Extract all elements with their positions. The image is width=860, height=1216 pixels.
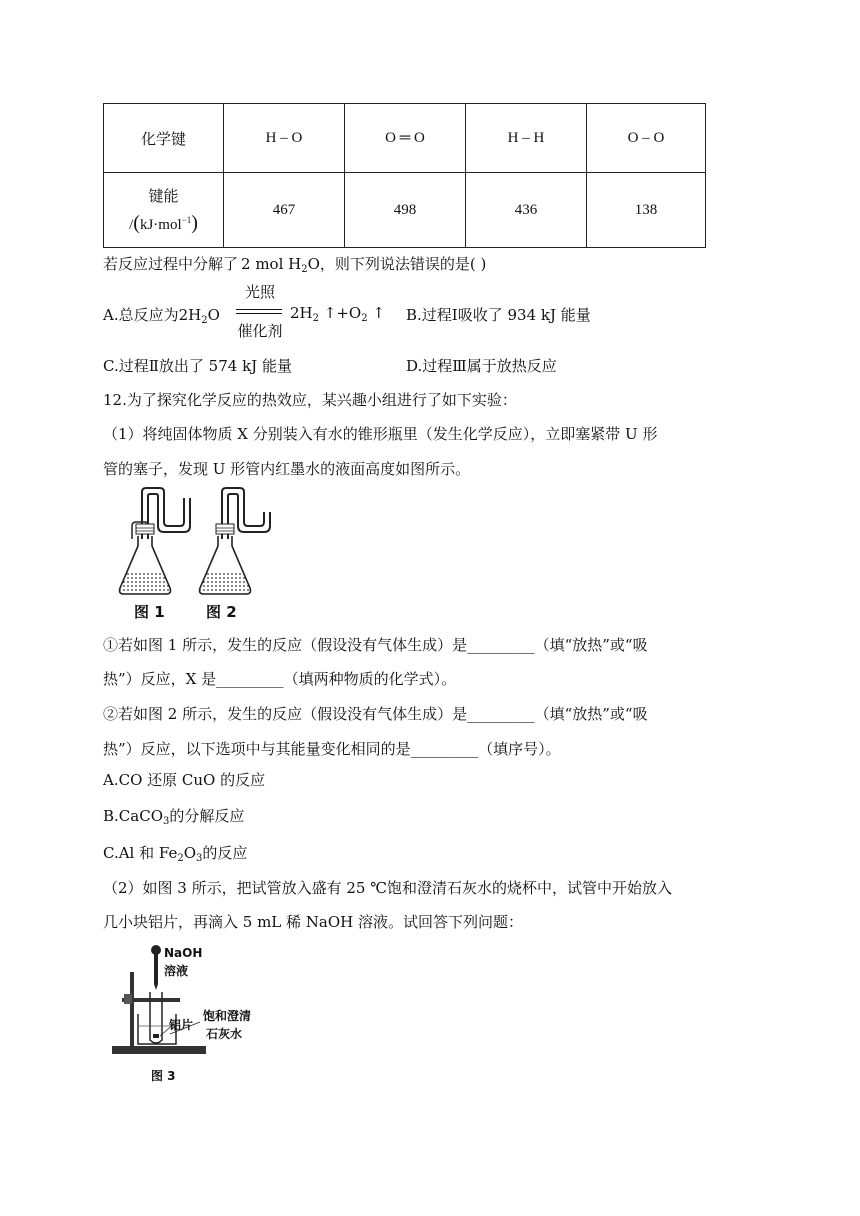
q12-option-c: C.Al 和 $Fe_2O_3$的反应 [103,844,248,864]
aluminium-label: 铝片 [169,1018,194,1032]
bond-cell: H – H [466,104,587,173]
q12-title: 12.为了探究化学反应的热效应，某兴趣小组进行了如下实验： [103,391,517,409]
limewater-label-1: 饱和澄清 [203,1009,252,1023]
solution-label: 溶液 [164,964,189,978]
q11-option-c: C.过程Ⅱ放出了 574 kJ 能量 [103,357,292,375]
naoh-label: NaOH [164,946,203,960]
q11-stem: 若反应过程中分解了 2 mol $H_2O$，则下列说法错误的是( ) [103,255,487,275]
q12-sub2-line1: ②若如图 2 所示，发生的反应（假设没有气体生成）是_________（填“放热”或“吸 [103,705,648,723]
energy-label-cell [104,173,224,248]
table-row [104,104,706,173]
bond-cell: H – O [224,104,345,173]
q12-option-b: B.CaCO$_3$的分解反应 [103,807,245,827]
bond-energy-table [103,103,706,248]
flask-1 [120,488,191,594]
reaction-condition-below: 催化剂 [237,322,283,340]
q12-sub1-line2: 热”）反应，X 是_________（填两种物质的化学式）。 [103,670,457,688]
table-header-cell: 化学键 [104,104,224,173]
reaction-condition-above: 光照 [244,283,275,301]
bond-cell: O ═ O [345,104,466,173]
figure-3-caption: 图 3 [151,1069,176,1083]
energy-cell: 138 [587,173,706,248]
bond-cell: O – O [587,104,706,173]
reaction-equals-sign [236,309,282,314]
q11-option-a-products: $2H_2$ $↑+O_2$ ↑ [290,304,385,324]
q12-part1-line2: 管的塞子，发现 U 形管内红墨水的液面高度如图所示。 [103,460,471,478]
q12-part2-line2: 几小块铝片，再滴入 5 mL 稀 NaOH 溶液。试回答下列问题： [103,913,524,931]
flask-2 [200,488,271,594]
q11-option-d: D.过程Ⅲ属于放热反应 [406,357,557,375]
figure-1-caption: 图 1 [134,603,165,621]
q12-sub2-line2: 热”）反应，以下选项中与其能量变化相同的是_________（填序号）。 [103,740,561,758]
energy-cell: 436 [466,173,587,248]
q12-part1-line1: （1）将纯固体物质 X 分别装入有水的锥形瓶里（发生化学反应），立即塞紧带 U 形 [103,425,658,443]
energy-cell: 498 [345,173,466,248]
table-row [104,173,706,248]
energy-cell: 467 [224,173,345,248]
q12-option-a: A.CO 还原 CuO 的反应 [103,771,266,789]
q11-option-b: B.过程Ⅰ吸收了 934 kJ 能量 [406,306,591,324]
q11-option-a: A.总反应为$2H_2O$ [103,306,220,326]
energy-label-title: 键能 [148,189,179,205]
q12-part2-line1: （2）如图 3 所示，把试管放入盛有 25 ℃饱和澄清石灰水的烧杯中，试管中开始放入 [103,879,673,897]
energy-label-unit: /(kJ·mol$^{-1}$) [129,212,198,234]
q12-sub1-line1: ①若如图 1 所示，发生的反应（假设没有气体生成）是_________（填“放热”或“吸 [103,636,648,654]
limewater-label-2: 石灰水 [206,1027,243,1041]
figure-2-caption: 图 2 [206,603,237,621]
